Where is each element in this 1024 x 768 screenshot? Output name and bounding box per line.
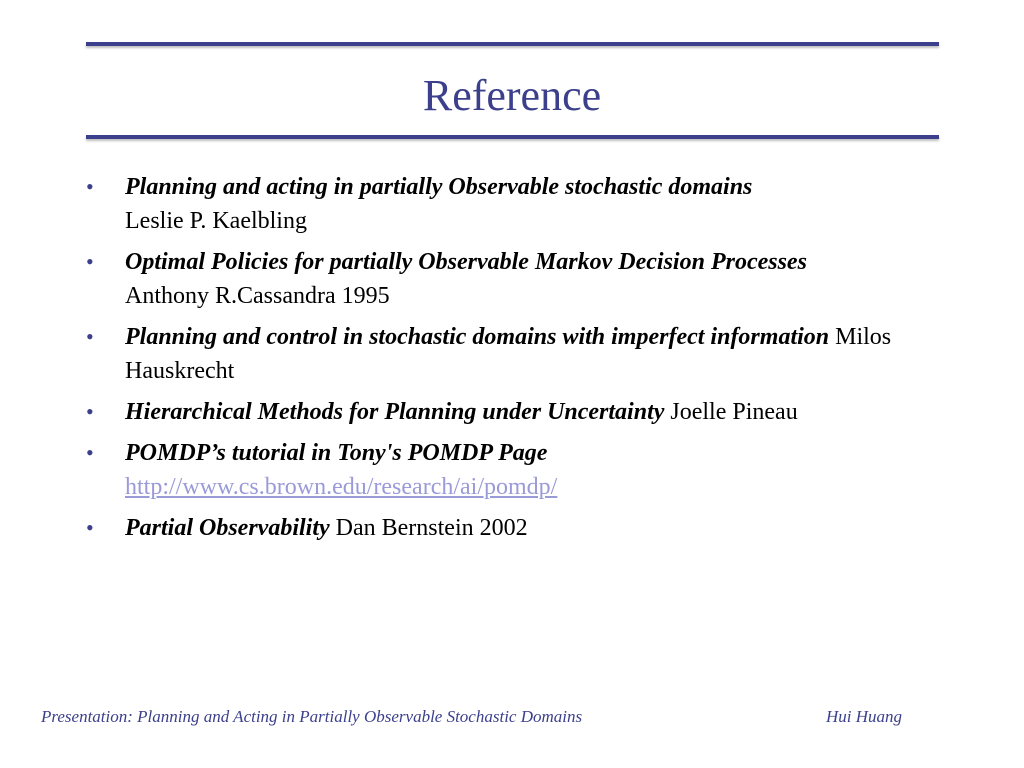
reference-title: Optimal Policies for partially Observable Markov Decision Processes bbox=[125, 249, 807, 275]
reference-item bbox=[86, 395, 946, 429]
reference-title: Planning and acting in partially Observable stochastic domains bbox=[125, 174, 753, 200]
reference-title: Partial Observability bbox=[125, 515, 330, 541]
bullet-icon: • bbox=[86, 515, 94, 540]
bullet-icon: • bbox=[86, 174, 94, 199]
bullet-icon: • bbox=[86, 399, 94, 424]
reference-item bbox=[86, 511, 946, 545]
footer-author: Hui Huang bbox=[826, 707, 903, 726]
footer-presentation-title: Presentation: Planning and Acting in Partially Observable Stochastic Domains bbox=[41, 707, 583, 726]
bullet-icon: • bbox=[86, 440, 94, 465]
reference-list bbox=[86, 170, 946, 552]
reference-item bbox=[86, 436, 946, 504]
reference-title: Planning and control in stochastic domains with imperfect information bbox=[125, 324, 830, 350]
slide-title: Reference bbox=[422, 71, 602, 120]
bullet-icon: • bbox=[86, 324, 94, 349]
reference-author: Milos Hauskrecht bbox=[125, 324, 892, 384]
reference-title: Hierarchical Methods for Planning under Uncertainty bbox=[125, 399, 665, 425]
reference-title: POMDP’s tutorial in Tony's POMDP Page bbox=[125, 440, 548, 466]
title-bottom-rule bbox=[86, 135, 939, 139]
bullet-icon: • bbox=[86, 249, 94, 274]
reference-author: Leslie P. Kaelbling bbox=[125, 208, 307, 234]
pomdp-page-link[interactable]: http://www.cs.brown.edu/research/ai/pomdp/ bbox=[125, 474, 558, 500]
reference-item bbox=[86, 170, 946, 238]
reference-author: Joelle Pineau bbox=[670, 399, 798, 425]
reference-author: Anthony R.Cassandra 1995 bbox=[125, 283, 390, 309]
reference-item bbox=[86, 320, 946, 388]
reference-item bbox=[86, 245, 946, 313]
reference-author: Dan Bernstein 2002 bbox=[335, 515, 528, 541]
title-top-rule bbox=[86, 42, 939, 46]
